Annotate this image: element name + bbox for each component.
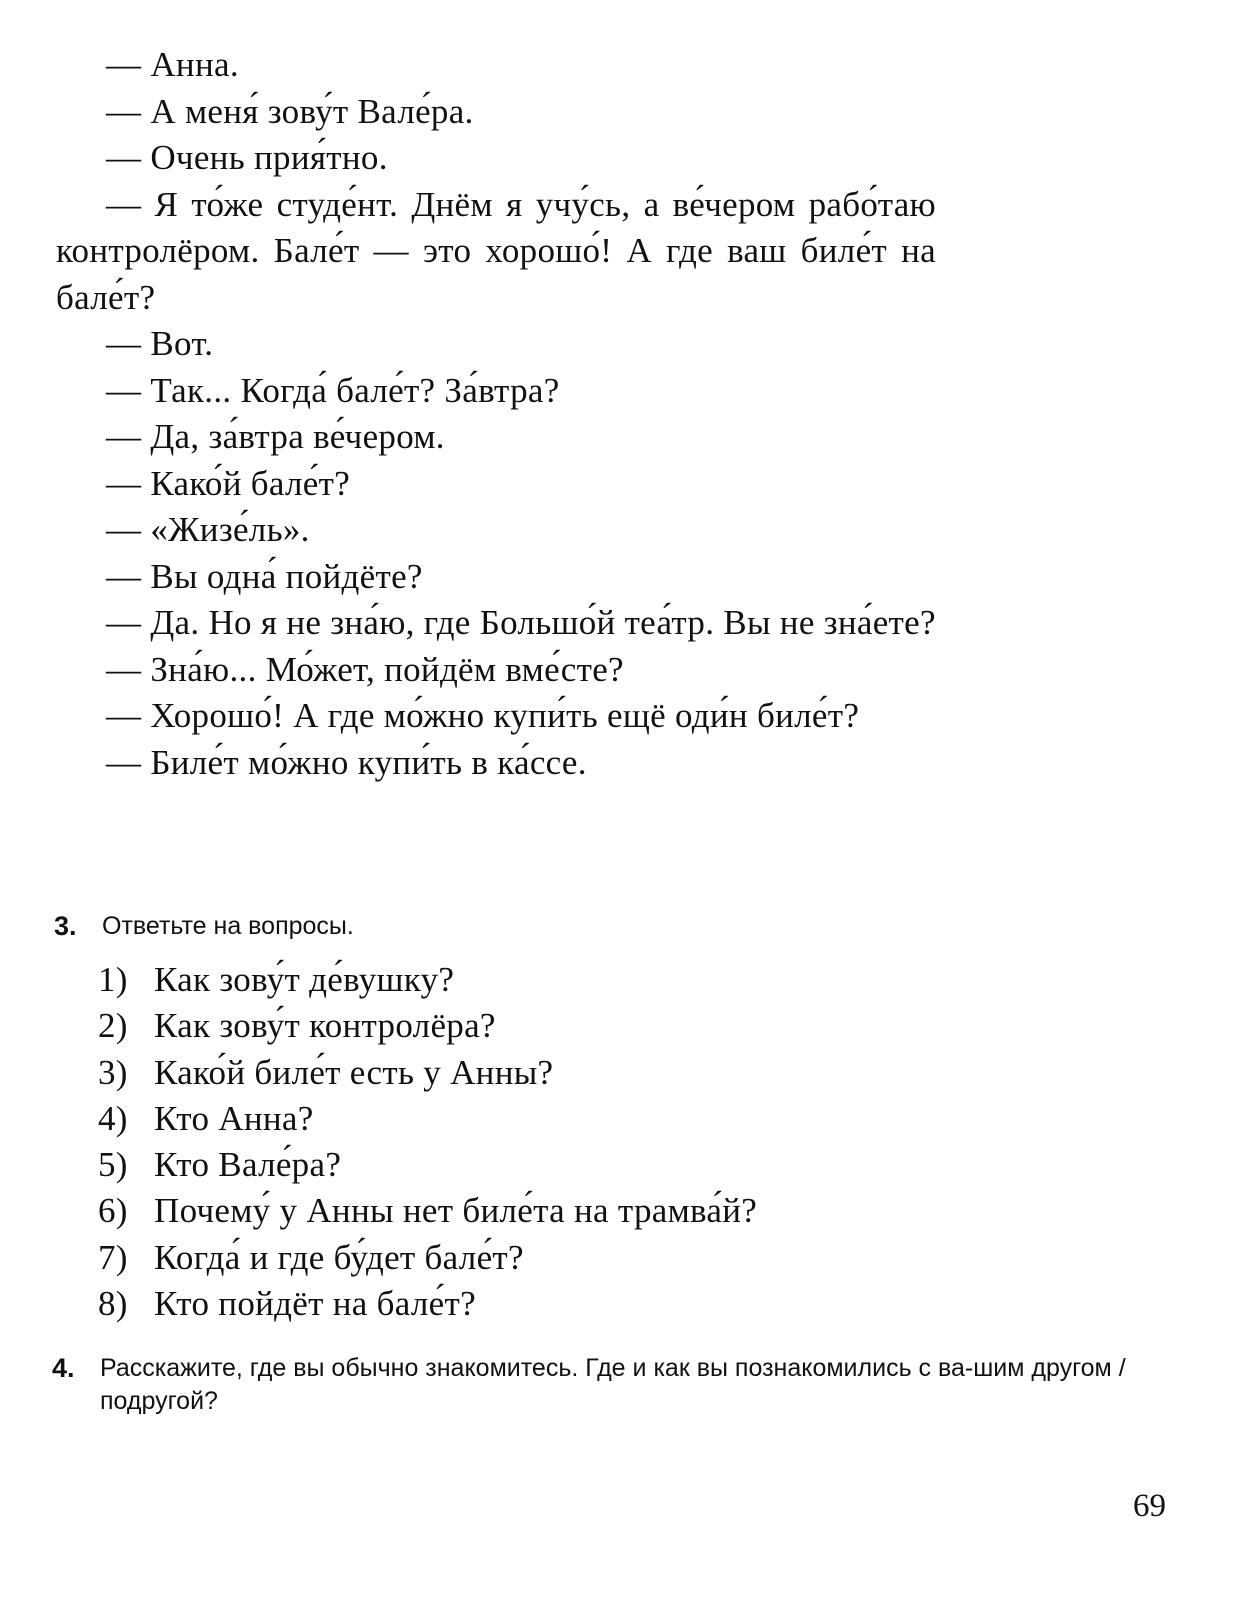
question-text: Когда́ и где бу́дет бале́т? — [154, 1237, 524, 1277]
dialogue-line: — Я то́же студе́нт. Днём я учу́сь, а ве́чером рабо́таю контролёром. Бале́т — это хорошо́! А где ваш биле́т на бале́т? — [56, 184, 936, 317]
page-number: 69 — [1133, 1488, 1166, 1524]
question-number: 8) — [98, 1284, 128, 1324]
exercise-3-number: 3. — [54, 911, 77, 941]
dialogue-line: — А меня́ зову́т Вале́ра. — [106, 91, 474, 131]
question-item — [98, 1235, 918, 1281]
exercise-4-number: 4. — [52, 1353, 75, 1383]
dialogue-line: — Вот. — [106, 324, 214, 363]
question-item — [98, 1003, 918, 1049]
question-item — [98, 1142, 918, 1188]
dialogue-line: — Вы одна́ пойдёте? — [106, 556, 423, 596]
question-item — [98, 957, 918, 1003]
exercise-3-heading — [54, 910, 934, 943]
question-number: 4) — [98, 1098, 128, 1138]
dialogue-line: — Так... Когда́ бале́т? За́втра? — [106, 370, 560, 410]
question-item — [98, 1188, 918, 1234]
dialogue-line: — «Жизе́ль». — [106, 510, 310, 549]
dialogue-line: — Како́й бале́т? — [106, 463, 351, 503]
question-text: Кто пойдёт на бале́т? — [154, 1284, 476, 1324]
dialogue-line: — Очень прия́тно. — [106, 138, 388, 177]
dialogue-line: — Да, за́втра ве́чером. — [106, 417, 445, 456]
question-text: Како́й биле́т есть у Анны? — [154, 1052, 554, 1092]
dialogue-line: — Зна́ю... Мо́жет, пойдём вме́сте? — [106, 649, 624, 689]
dialogue-text — [56, 42, 936, 786]
question-item — [98, 1050, 918, 1096]
question-number: 1) — [98, 960, 128, 999]
question-text: Почему́ у Анны нет биле́та на трамва́й? — [154, 1191, 758, 1231]
dialogue-line: — Хорошо́! А где мо́жно купи́ть ещё оди́н биле́т? — [106, 696, 860, 735]
question-list — [98, 957, 918, 1327]
question-text: Кто Вале́ра? — [154, 1145, 342, 1185]
question-text: Кто Анна? — [154, 1098, 314, 1138]
dialogue-line: — Да. Но я не зна́ю, где Большо́й теа́тр. Вы не зна́ете? — [106, 603, 936, 642]
question-number: 5) — [98, 1145, 128, 1185]
dialogue-line: — Анна. — [106, 45, 239, 84]
question-text: Как зову́т де́вушку? — [154, 960, 455, 999]
question-number: 3) — [98, 1052, 128, 1092]
exercise-4-instruction: Расскажите, где вы обычно знакомитесь. Где и как вы познакомились с ва-шим другом /подругой? — [100, 1354, 1126, 1415]
question-number: 6) — [98, 1191, 128, 1231]
dialogue-line: — Биле́т мо́жно купи́ть в ка́ссе. — [106, 742, 587, 782]
question-number: 7) — [98, 1237, 128, 1277]
question-number: 2) — [98, 1006, 128, 1046]
exercise-4-heading — [52, 1352, 1182, 1418]
exercise-3-instruction: Ответьте на вопросы. — [102, 912, 354, 940]
question-text: Как зову́т контролёра? — [154, 1006, 496, 1046]
question-item — [98, 1281, 918, 1327]
question-item — [98, 1096, 918, 1142]
